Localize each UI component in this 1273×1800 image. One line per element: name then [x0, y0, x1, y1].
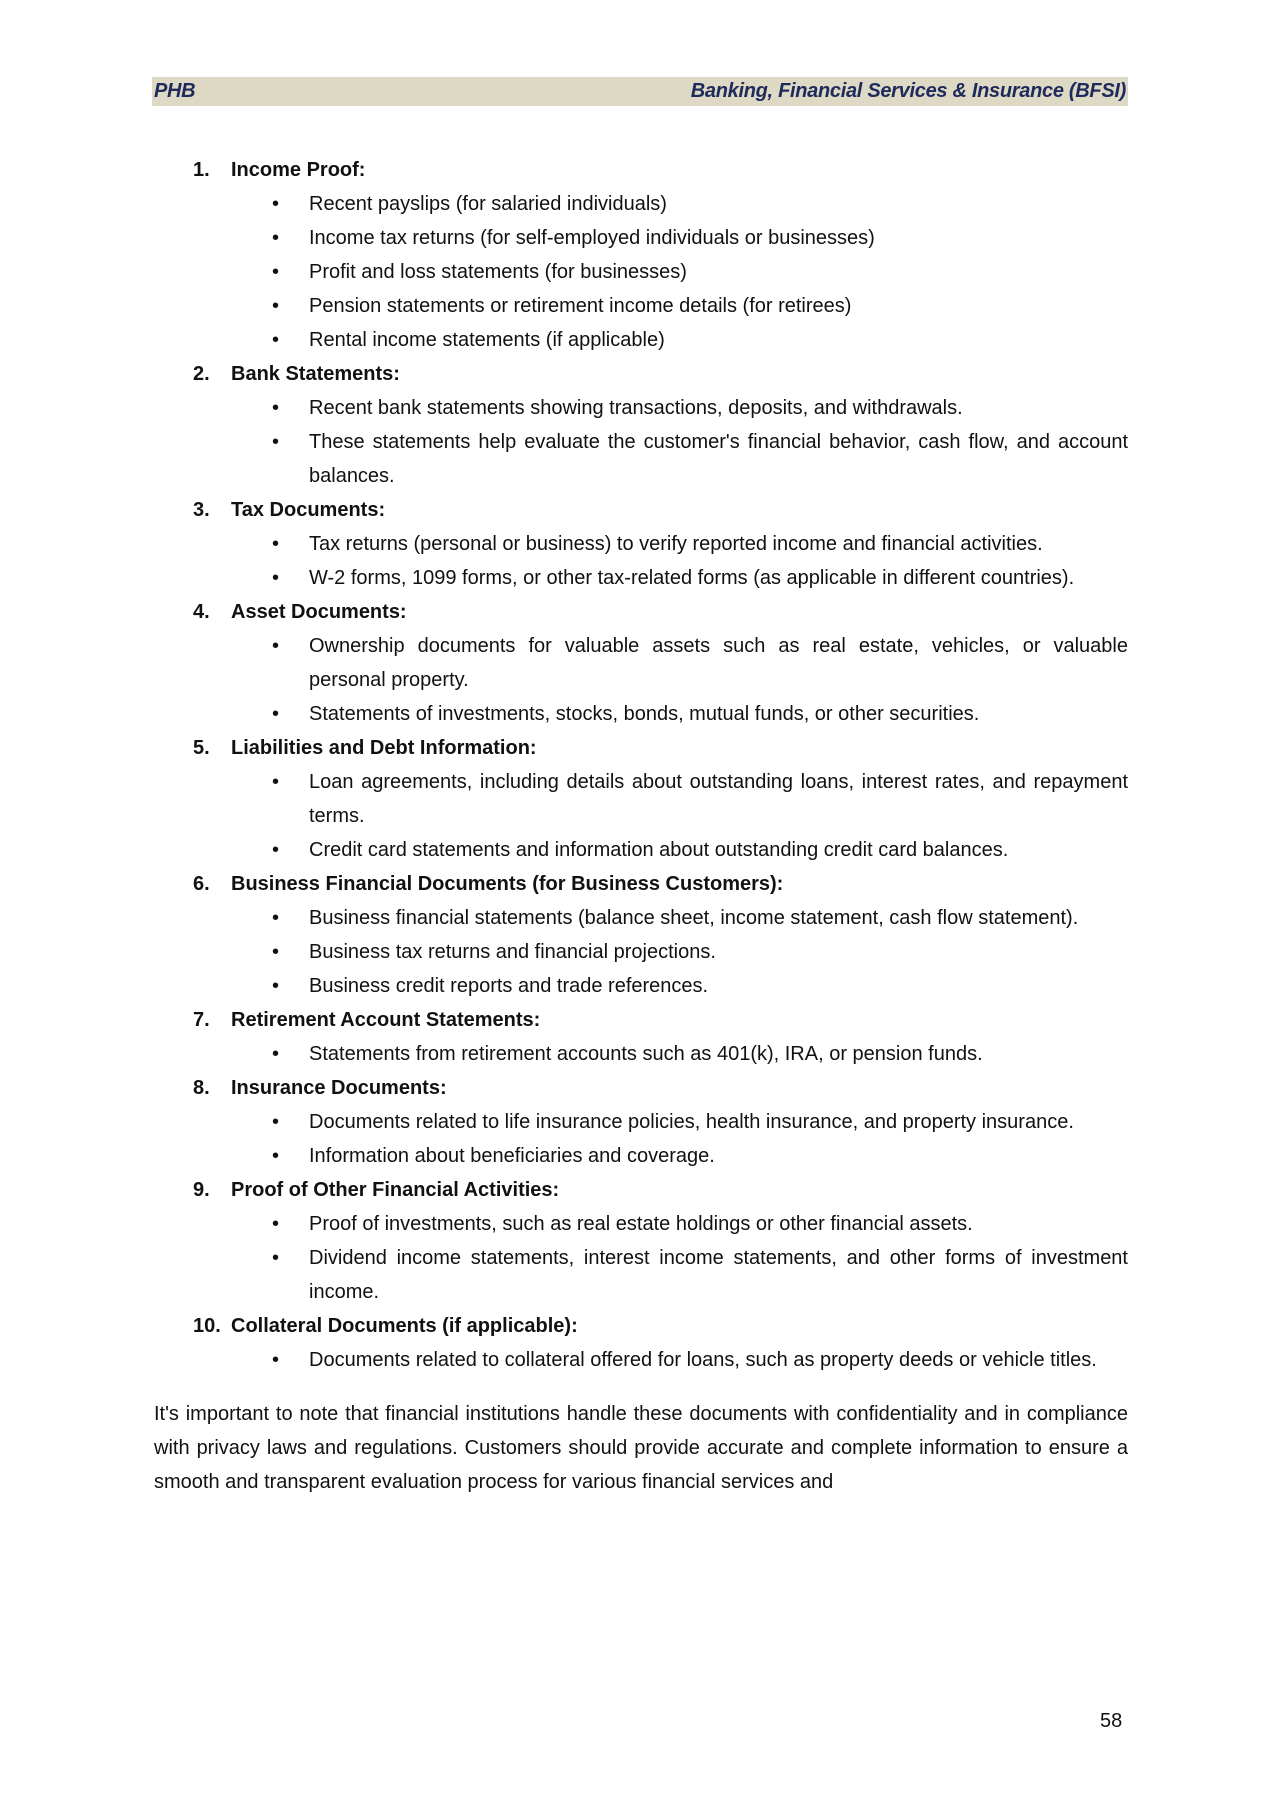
page-number: 58	[1100, 1710, 1123, 1732]
list-item-text: Pension statements or retirement income details (for retirees)	[309, 295, 852, 317]
list-item-text: Business tax returns and financial projections.	[309, 941, 716, 963]
section-number: 4.	[193, 601, 210, 623]
section-title: Proof of Other Financial Activities:	[231, 1179, 560, 1201]
list-item	[154, 221, 1128, 255]
list-section	[154, 1173, 1128, 1309]
list-item-text: Information about beneficiaries and coverage.	[309, 1145, 715, 1167]
bullet-icon: •	[272, 1111, 280, 1133]
section-title: Retirement Account Statements:	[231, 1009, 541, 1031]
bullet-icon: •	[272, 431, 280, 453]
list-item	[154, 561, 1128, 595]
closing-paragraph: It's important to note that financial institutions handle these documents with confidentiality and in compliance with privacy laws and regulations. Customers should provide accurate and complete information to ensure a smooth and transparent evaluation process for various financial services and	[154, 1403, 1128, 1493]
section-number: 8.	[193, 1077, 210, 1099]
bullet-list	[154, 1105, 1128, 1173]
list-item	[154, 935, 1128, 969]
bullet-icon: •	[272, 533, 280, 555]
bullet-icon: •	[272, 907, 280, 929]
bullet-icon: •	[272, 295, 280, 317]
section-title: Tax Documents:	[231, 499, 386, 521]
bullet-icon: •	[272, 567, 280, 589]
list-item	[154, 969, 1128, 1003]
section-number: 1.	[193, 159, 210, 181]
bullet-icon: •	[272, 193, 280, 215]
bullet-list	[154, 527, 1128, 595]
list-item	[154, 187, 1128, 221]
section-title: Income Proof:	[231, 159, 366, 181]
document-body	[154, 153, 1128, 1499]
list-section	[154, 731, 1128, 867]
list-item	[154, 527, 1128, 561]
list-item	[154, 1343, 1128, 1377]
bullet-list	[154, 1207, 1128, 1309]
bullet-icon: •	[272, 703, 280, 725]
section-number: 7.	[193, 1009, 210, 1031]
list-section	[154, 1309, 1128, 1377]
bullet-icon: •	[272, 771, 280, 793]
header-left: PHB	[154, 80, 196, 102]
list-item-text: Tax returns (personal or business) to verify reported income and financial activities.	[309, 533, 1043, 555]
bullet-icon: •	[272, 1145, 280, 1167]
bullet-list	[154, 629, 1128, 731]
list-item-text: These statements help evaluate the customer's financial behavior, cash flow, and account balances.	[309, 431, 1128, 487]
list-item	[154, 833, 1128, 867]
section-title: Liabilities and Debt Information:	[231, 737, 537, 759]
list-item-text: Business credit reports and trade references.	[309, 975, 709, 997]
bullet-icon: •	[272, 635, 280, 657]
bullet-icon: •	[272, 261, 280, 283]
list-item-text: Profit and loss statements (for businesses)	[309, 261, 687, 283]
section-number: 6.	[193, 873, 210, 895]
bullet-list	[154, 1343, 1128, 1377]
list-item-text: Recent bank statements showing transactions, deposits, and withdrawals.	[309, 397, 963, 419]
list-section	[154, 1003, 1128, 1071]
bullet-icon: •	[272, 227, 280, 249]
bullet-icon: •	[272, 1349, 280, 1371]
list-item-text: Proof of investments, such as real estate holdings or other financial assets.	[309, 1213, 973, 1235]
list-item-text: Recent payslips (for salaried individuals)	[309, 193, 667, 215]
list-item	[154, 1139, 1128, 1173]
section-title: Business Financial Documents (for Business Customers):	[231, 873, 784, 895]
list-item	[154, 1037, 1128, 1071]
list-item	[154, 391, 1128, 425]
list-item	[154, 1241, 1128, 1309]
section-number: 5.	[193, 737, 210, 759]
list-item-text: W-2 forms, 1099 forms, or other tax-related forms (as applicable in different countries).	[309, 567, 1075, 589]
list-item-text: Loan agreements, including details about outstanding loans, interest rates, and repayment terms.	[309, 771, 1128, 827]
list-item	[154, 425, 1128, 493]
list-item-text: Documents related to collateral offered for loans, such as property deeds or vehicle titles.	[309, 1349, 1097, 1371]
list-item	[154, 1105, 1128, 1139]
header-right: Banking, Financial Services & Insurance (BFSI)	[690, 80, 1126, 102]
list-section	[154, 493, 1128, 595]
section-title: Collateral Documents (if applicable):	[231, 1315, 578, 1337]
section-number: 10.	[193, 1315, 221, 1337]
page-header	[152, 77, 1128, 106]
list-item-text: Income tax returns (for self-employed individuals or businesses)	[309, 227, 875, 249]
list-section	[154, 595, 1128, 731]
list-item	[154, 697, 1128, 731]
list-item-text: Documents related to life insurance policies, health insurance, and property insurance.	[309, 1111, 1074, 1133]
bullet-icon: •	[272, 329, 280, 351]
list-section	[154, 153, 1128, 357]
bullet-icon: •	[272, 397, 280, 419]
section-title: Insurance Documents:	[231, 1077, 447, 1099]
bullet-icon: •	[272, 941, 280, 963]
section-number: 9.	[193, 1179, 210, 1201]
list-section	[154, 867, 1128, 1003]
list-item	[154, 289, 1128, 323]
list-item-text: Dividend income statements, interest income statements, and other forms of investment income.	[309, 1247, 1128, 1303]
bullet-list	[154, 187, 1128, 357]
bullet-list	[154, 1037, 1128, 1071]
bullet-icon: •	[272, 1043, 280, 1065]
list-item	[154, 765, 1128, 833]
list-item	[154, 901, 1128, 935]
bullet-list	[154, 391, 1128, 493]
list-item	[154, 323, 1128, 357]
list-item-text: Rental income statements (if applicable)	[309, 329, 665, 351]
list-item	[154, 1207, 1128, 1241]
list-item	[154, 255, 1128, 289]
list-section	[154, 357, 1128, 493]
bullet-list	[154, 901, 1128, 1003]
list-item	[154, 629, 1128, 697]
bullet-icon: •	[272, 839, 280, 861]
list-item-text: Statements of investments, stocks, bonds, mutual funds, or other securities.	[309, 703, 980, 725]
list-item-text: Ownership documents for valuable assets such as real estate, vehicles, or valuable personal property.	[309, 635, 1128, 691]
list-section	[154, 1071, 1128, 1173]
document-list	[154, 153, 1128, 1377]
bullet-icon: •	[272, 1247, 280, 1269]
bullet-icon: •	[272, 975, 280, 997]
section-title: Bank Statements:	[231, 363, 400, 385]
list-item-text: Business financial statements (balance sheet, income statement, cash flow statement).	[309, 907, 1079, 929]
section-number: 3.	[193, 499, 210, 521]
list-item-text: Credit card statements and information about outstanding credit card balances.	[309, 839, 1009, 861]
section-title: Asset Documents:	[231, 601, 407, 623]
bullet-list	[154, 765, 1128, 867]
bullet-icon: •	[272, 1213, 280, 1235]
list-item-text: Statements from retirement accounts such as 401(k), IRA, or pension funds.	[309, 1043, 983, 1065]
section-number: 2.	[193, 363, 210, 385]
